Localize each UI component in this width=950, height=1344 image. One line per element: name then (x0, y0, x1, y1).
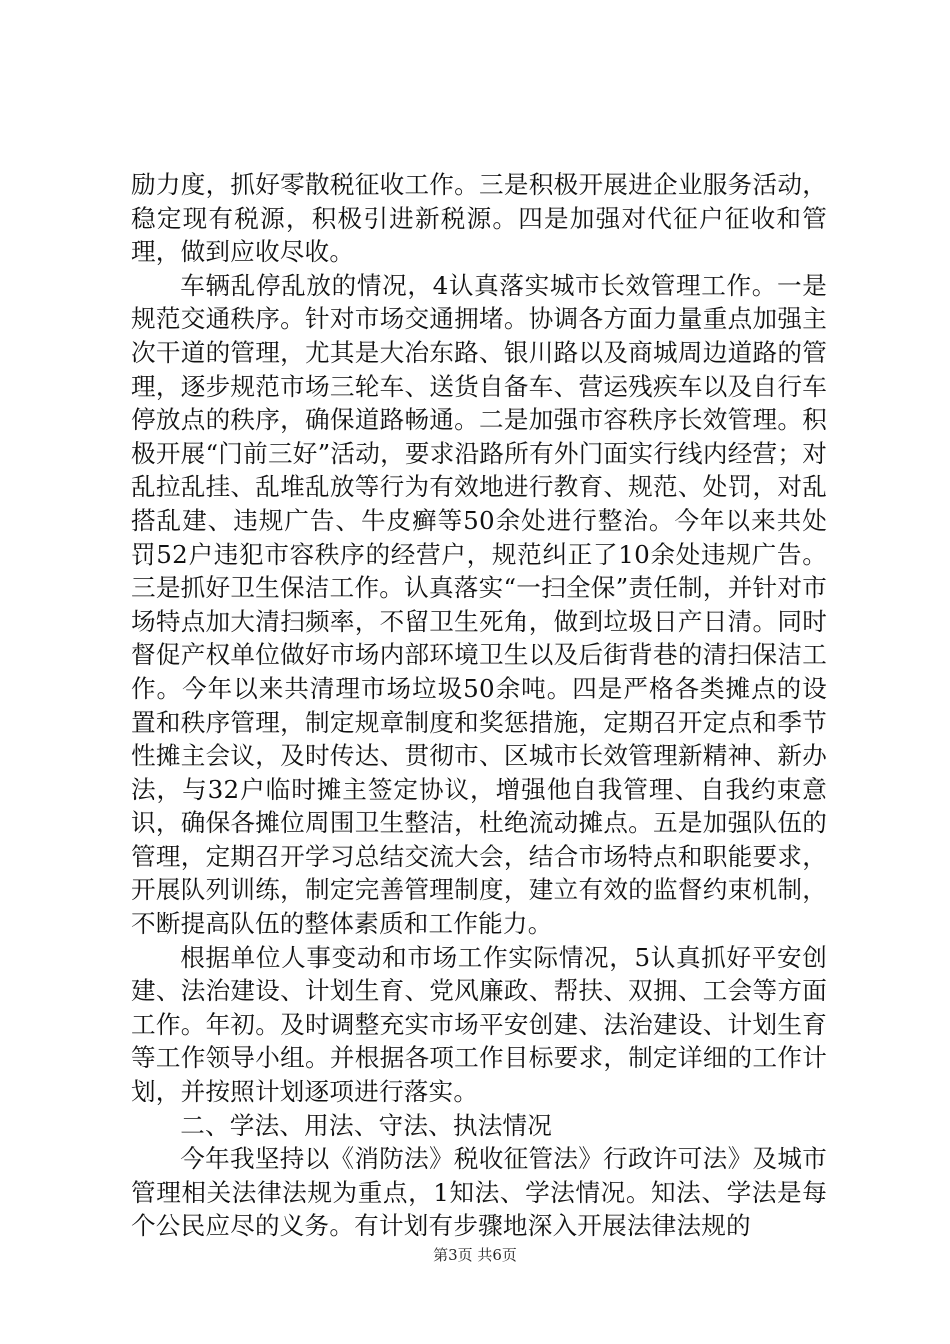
paragraph-continued: 励力度，抓好零散税征收工作。三是积极开展进企业服务活动，稳定现有税源，积极引进新税源。四是加强对代征户征收和管理，做到应收尽收。 (131, 170, 827, 267)
page-number-footer: 第3页 共6页 (433, 1246, 517, 1264)
section-heading: 二、学法、用法、守法、执法情况 (180, 1110, 553, 1140)
paragraph-law-study: 今年我坚持以《消防法》税收征管法》行政许可法》及城市管理相关法律法规为重点，1知法、学法情况。知法、学法是每个公民应尽的义务。有计划有步骤地深入开展法律法规的 (131, 1144, 827, 1241)
document-body (131, 168, 827, 1243)
paragraph-city-management: 车辆乱停乱放的情况，4认真落实城市长效管理工作。一是规范交通秩序。针对市场交通拥堵。协调各方面力量重点加强主次干道的管理，尤其是大冶东路、银川路以及商城周边道路的管理，逐步规范市场三轮车、送货自备车、营运残疾车以及自行车停放点的秩序，确保道路畅通。二是加强市容秩序长效管理。积极开展“门前三好”活动，要求沿路所有外门面实行线内经营；对乱拉乱挂、乱堆乱放等行为有效地进行教育、规范、处罚，对乱搭乱建、违规广告、牛皮癣等50余处进行整治。今年以来共处罚52户违犯市容秩序的经营户，规范纠正了10余处违规广告。三是抓好卫生保洁工作。认真落实“一扫全保”责任制，并针对市场特点加大清扫频率，不留卫生死角，做到垃圾日产日清。同时督促产权单位做好市场内部环境卫生以及后街背巷的清扫保洁工作。今年以来共清理市场垃圾50余吨。四是严格各类摊点的设置和秩序管理，制定规章制度和奖惩措施，定期召开定点和季节性摊主会议，及时传达、贯彻市、区城市长效管理新精神、新办法，与32户临时摊主签定协议，增强他自我管理、自我约束意识，确保各摊位周围卫生整洁，杜绝流动摊点。五是加强队伍的管理，定期召开学习总结交流大会，结合市场特点和职能要求，开展队列训练，制定完善管理制度，建立有效的监督约束机制，不断提高队伍的整体素质和工作能力。 (131, 270, 827, 939)
paragraph-safety-creation: 根据单位人事变动和市场工作实际情况，5认真抓好平安创建、法治建设、计划生育、党风廉政、帮扶、双拥、工会等方面工作。年初。及时调整充实市场平安创建、法治建设、计划生育等工作领导小组。并根据各项工作目标要求，制定详细的工作计划，并按照计划逐项进行落实。 (131, 942, 827, 1107)
